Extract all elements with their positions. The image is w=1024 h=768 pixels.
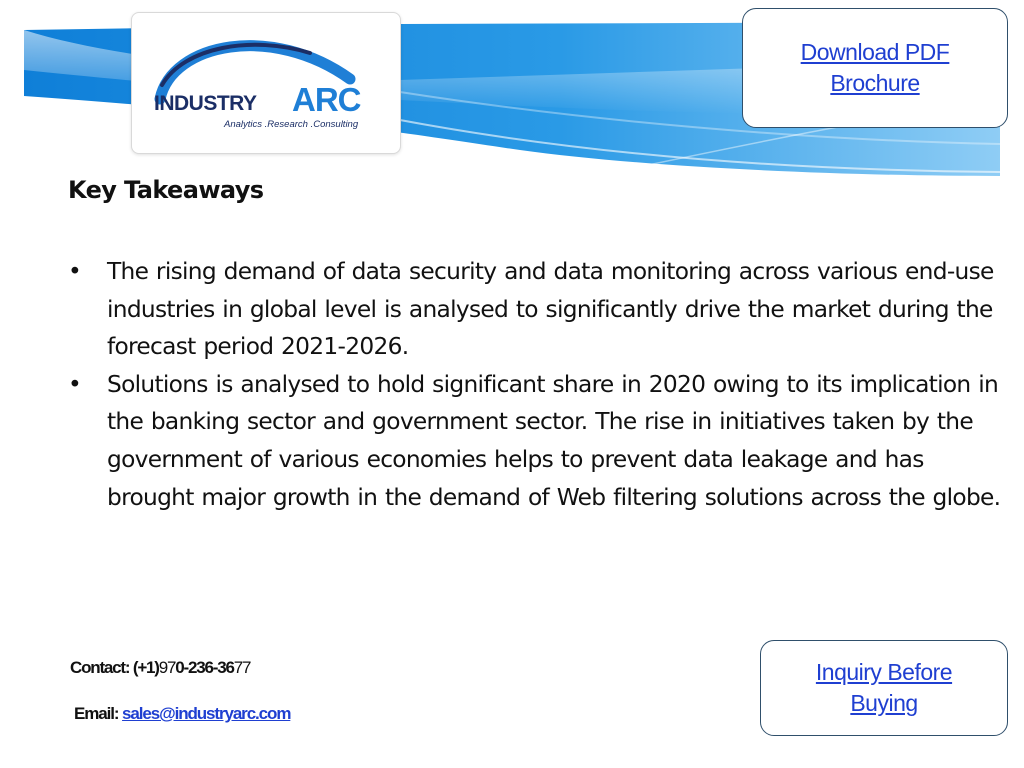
contact-label: Contact: (+1) [70, 658, 159, 677]
download-pdf-brochure-link[interactable] [801, 37, 950, 99]
contact-number-a: 97 [158, 658, 176, 677]
bullet-icon: • [68, 258, 82, 285]
bullet-text: Solutions is analysed to hold significant share in 2020 owing to its implication in the banking sector and government sector. The rise in initiatives taken by the government of various economies helps to prevent data leakage and has brought major growth in the demand of Web filtering solutions across the globe. [107, 370, 1001, 511]
contact-email [74, 704, 290, 724]
list-item [68, 366, 1008, 516]
logo-brand-suffix: ARC [292, 81, 361, 118]
key-takeaways-list [68, 253, 1008, 516]
contact-number-c: 77 [233, 658, 251, 677]
logo-tagline: Analytics .Research .Consulting [224, 119, 359, 130]
bullet-icon: • [68, 370, 82, 398]
download-pdf-line-1: Download PDF [800, 39, 950, 65]
inquiry-line-2: Buying [850, 690, 918, 716]
contact-phone [70, 658, 250, 678]
list-item [68, 253, 1008, 366]
email-link[interactable]: sales@industryarc.com [122, 704, 291, 723]
inquiry-before-buying-link[interactable] [816, 657, 952, 719]
email-label: Email: [74, 704, 119, 723]
bullet-text: The rising demand of data security and data monitoring across various end-use industries in global level is analysed to significantly drive the market during the forecast period 2021-2026. [107, 258, 994, 361]
contact-number-b: 0-236-36 [175, 658, 234, 677]
download-pdf-callout [742, 8, 1008, 128]
download-pdf-line-2: Brochure [830, 70, 920, 96]
logo-brand-prefix: INDUSTRY [154, 92, 257, 115]
company-logo [131, 12, 401, 154]
inquiry-line-1: Inquiry Before [815, 659, 953, 685]
inquiry-callout [760, 640, 1008, 736]
section-heading: Key Takeaways [68, 176, 264, 204]
